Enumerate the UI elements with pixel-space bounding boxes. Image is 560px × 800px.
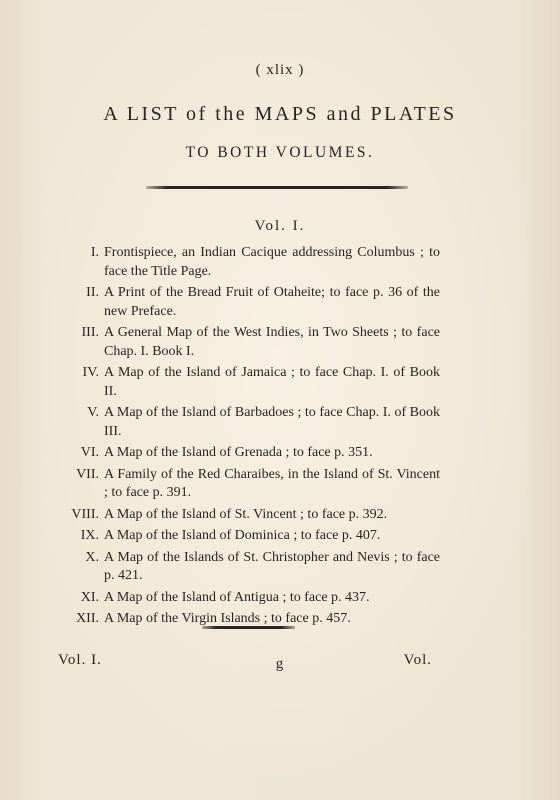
entry-number: V. <box>87 405 99 420</box>
entry-text: Frontispiece, an Indian Cacique addressing Columbus ; to face the Title Page. <box>104 245 440 279</box>
entry-number: IX. <box>80 528 99 543</box>
list-item <box>60 589 440 608</box>
signature-mark: g <box>275 656 285 672</box>
list-item <box>60 527 440 546</box>
footer-catchword: Vol. <box>403 652 432 668</box>
entry-text: A Map of the Island of Grenada ; to face p. 351. <box>104 445 373 460</box>
decorative-rule-top <box>146 186 408 189</box>
list-item <box>60 364 440 401</box>
entry-number: VII. <box>76 466 99 482</box>
entry-text: A Map of the Virgin Islands ; to face p. 457. <box>104 611 351 626</box>
volume-heading: Vol. I. <box>254 218 306 234</box>
entry-number: III. <box>81 325 99 340</box>
entry-text: A General Map of the West Indies, in Two Sheets ; to face Chap. I. Book I. <box>104 325 440 359</box>
list-item <box>60 404 440 441</box>
footer-volume-left: Vol. I. <box>58 652 102 668</box>
entry-number: IV. <box>82 365 99 380</box>
entry-text: A Map of the Island of St. Vincent ; to face p. 392. <box>104 506 388 522</box>
page-number: ( xlix ) <box>255 62 305 78</box>
entry-number: VIII. <box>71 506 99 522</box>
list-item <box>60 549 440 586</box>
entry-text: A Map of the Islands of St. Christopher and Nevis ; to face p. 421. <box>104 549 440 583</box>
list-item <box>60 506 440 525</box>
plates-list <box>60 244 440 632</box>
entry-text: A Family of the Red Charaibes, in the Island of St. Vincent ; to face p. 391. <box>104 466 440 500</box>
entry-text: A Map of the Island of Barbadoes ; to face Chap. I. of Book III. <box>104 405 440 439</box>
decorative-rule-bottom <box>202 626 295 629</box>
entry-number: II. <box>86 285 99 300</box>
list-item <box>60 466 440 503</box>
entry-number: X. <box>85 549 99 565</box>
list-item <box>60 444 440 463</box>
page-subtitle: TO BOTH VOLUMES. <box>185 144 375 161</box>
entry-text: A Map of the Island of Dominica ; to face p. 407. <box>104 528 381 543</box>
list-item <box>60 284 440 321</box>
entry-number: I. <box>90 245 99 260</box>
entry-text: A Print of the Bread Fruit of Otaheite; to face p. 36 of the new Preface. <box>104 285 440 319</box>
list-item <box>60 324 440 361</box>
list-item <box>60 244 440 281</box>
entry-number: XII. <box>76 611 99 626</box>
entry-text: A Map of the Island of Jamaica ; to face Chap. I. of Book II. <box>104 365 440 399</box>
entry-text: A Map of the Island of Antigua ; to face p. 437. <box>104 589 370 605</box>
entry-number: VI. <box>80 445 99 460</box>
entry-number: XI. <box>80 589 99 605</box>
page-title: A LIST of the MAPS and PLATES <box>103 103 457 125</box>
